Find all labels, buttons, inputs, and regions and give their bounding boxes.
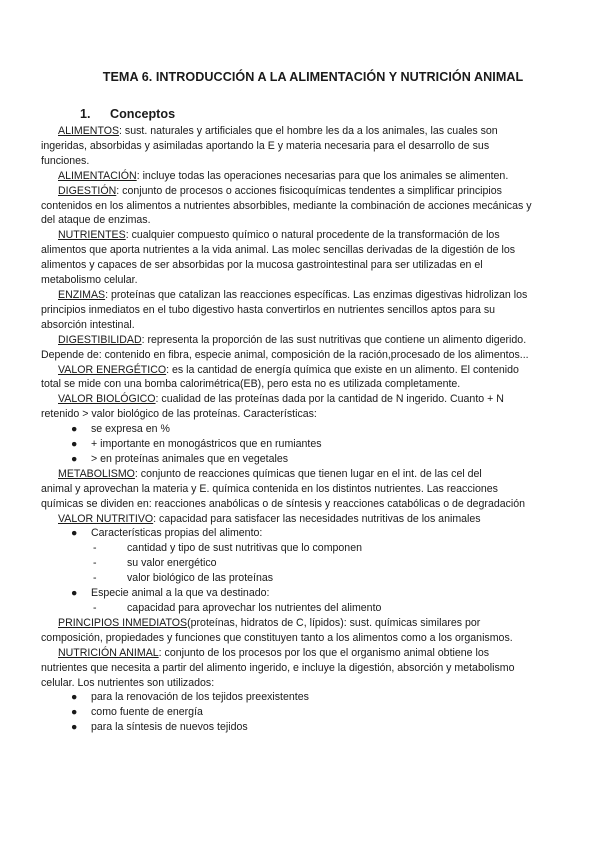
bullet-text: > en proteínas animales que en vegetales — [91, 452, 289, 465]
definition-term: NUTRIENTES — [58, 229, 126, 242]
definition-text: : conjunto de procesos o acciones fisicoquímicas tendentes a simplificar principios — [116, 184, 502, 197]
sub-item-text: valor biológico de las proteínas — [127, 572, 274, 585]
definition-first-line — [58, 512, 568, 527]
definition-continuation: retenido > valor biológico de las proteínas. Características: — [41, 408, 317, 421]
definition-continuation: contenidos en los alimentos a nutrientes absorbibles, mediante la combinación de acciones mecánicas y — [41, 199, 532, 212]
definition-alimentos — [41, 124, 568, 169]
bullet-item — [41, 422, 568, 437]
bullet-text: para la renovación de los tejidos preexistentes — [91, 691, 309, 704]
definition-first-line — [58, 392, 568, 407]
bullet-text: para la síntesis de nuevos tejidos — [91, 721, 248, 734]
definition-continuation: químicas se dividen en: reacciones anabólicas o de síntesis y reacciones catabólicas o de degradación — [41, 497, 526, 510]
definition-term: ALIMENTOS — [58, 125, 120, 137]
definition-nutrientes — [41, 228, 568, 288]
definition-term-tail: (proteínas, hidratos de C, lípidos) — [187, 616, 344, 629]
definition-continuation: del ataque de enzimas. — [41, 214, 151, 227]
definition-term: NUTRICIÓN ANIMAL — [58, 646, 159, 659]
document-body — [41, 124, 568, 735]
definition-continuation: nutrientes que necesita a partir del alimento ingerido, e incluye la digestión, absorción y metabolismo — [41, 661, 515, 674]
definition-term: VALOR NUTRITIVO — [58, 512, 154, 525]
definition-continuation: total se mide con una bomba calorimétrica(EB), pero esta no es utilizada completamente. — [41, 378, 461, 391]
definition-term: ENZIMAS — [58, 288, 106, 301]
definition-continuation: celular. Los nutrientes son utilizados: — [41, 676, 215, 689]
definition-principios-inmediatos — [41, 616, 568, 646]
sub-item — [41, 541, 568, 556]
definition-continuation: Depende de: contenido en fibra, especie animal, composición de la ración,procesado de los alimentos... — [41, 348, 529, 361]
definition-text: : cualidad de las proteínas dada por la cantidad de N ingerido. Cuanto + N — [155, 393, 504, 406]
bullet-item — [41, 720, 568, 735]
definition-continuation: composición, propiedades y funciones que constituyen tanto a los alimentos como a los organismos. — [41, 631, 513, 644]
bullet-text: Especie animal a la que va destinado: — [91, 587, 270, 600]
dash-marker: - — [93, 602, 97, 614]
bullet-text: se expresa en % — [91, 423, 170, 436]
bullet-dot-icon: ● — [71, 438, 78, 451]
definition-first-line — [58, 467, 568, 482]
definition-enzimas — [41, 288, 568, 333]
sub-item-text: su valor energético — [127, 557, 217, 570]
dash-marker: - — [93, 572, 97, 585]
definition-term: VALOR BIOLÓGICO — [58, 393, 156, 406]
definition-text: : proteínas que catalizan las reacciones específicas. Las enzimas digestivas hidrolizan los — [105, 288, 528, 301]
bullet-text: como fuente de energía — [91, 706, 203, 719]
bullet-item — [41, 452, 568, 467]
definition-first-line — [58, 363, 568, 378]
bullet-item — [41, 690, 568, 705]
sub-item — [41, 556, 568, 571]
definition-first-line — [58, 169, 568, 184]
definition-first-line — [58, 184, 568, 199]
definition-continuation: funciones. — [41, 154, 90, 167]
definition-alimentaci-n — [58, 169, 568, 184]
definition-text: : incluye todas las operaciones necesarias para que los animales se alimenten. — [136, 169, 509, 182]
definition-continuation: absorción intestinal. — [41, 318, 135, 331]
definition-first-line — [58, 616, 568, 631]
bullet-dot-icon: ● — [71, 587, 78, 600]
definition-continuation: alimentos que aporta nutrientes a la vida animal. Las molec sencillas derivadas de la digestión de los — [41, 244, 516, 257]
definition-text: : sust. naturales y artificiales que el hombre les da a los animales, las cuales son — [119, 125, 498, 137]
definition-term: ALIMENTACIÓN — [58, 169, 137, 182]
section-label: Conceptos — [110, 107, 176, 121]
bullet-item — [41, 437, 568, 452]
bullet-dot-icon: ● — [71, 691, 78, 704]
definition-term: DIGESTIBILIDAD — [58, 333, 142, 346]
bullet-dot-icon: ● — [71, 706, 78, 719]
definition-first-line — [58, 288, 568, 303]
definition-term: PRINCIPIOS INMEDIATOS — [58, 616, 188, 629]
valor-nutritivo-list — [41, 526, 568, 615]
bullet-text: Características propias del alimento: — [91, 527, 263, 540]
dash-marker: - — [93, 542, 97, 555]
bullet-dot-icon: ● — [71, 452, 78, 465]
page-title: TEMA 6. INTRODUCCIÓN A LA ALIMENTACIÓN Y NUTRICIÓN ANIMAL — [102, 70, 524, 84]
definition-text: : conjunto de los procesos por los que el organismo animal obtiene los — [158, 646, 490, 659]
definition-first-line — [58, 646, 568, 661]
bullet-item — [41, 526, 568, 541]
definition-term: METABOLISMO — [58, 467, 135, 480]
sub-item-text: capacidad para aprovechar los nutrientes del alimento — [127, 602, 382, 614]
definition-continuation: alimentos y capaces de ser absorbidas por la mucosa gastrointestinal para ser utilizadas en el — [41, 259, 483, 272]
definition-continuation: metabolismo celular. — [41, 274, 138, 287]
sub-item — [41, 571, 568, 586]
definition-term: DIGESTIÓN — [58, 184, 117, 197]
definition-first-line — [58, 333, 568, 348]
section-heading — [80, 107, 175, 122]
bullet-dot-icon: ● — [71, 423, 78, 436]
definition-continuation: principios inmediatos en el tubo digestivo hasta convertirlos en nutrientes sencillos aptos para su — [41, 303, 496, 316]
bullet-item — [41, 705, 568, 720]
sub-item — [41, 601, 568, 616]
definition-text: : sust. químicas similares por — [343, 616, 481, 629]
definition-text: : conjunto de reacciones químicas que tienen lugar en el int. de las cel del — [134, 467, 482, 480]
valor-biologico-list — [41, 422, 568, 467]
section-number: 1. — [80, 107, 91, 121]
definition-valor-nutritivo — [58, 512, 568, 527]
definition-text: : representa la proporción de las sust nutritivas que contiene un alimento digerido. — [141, 333, 527, 346]
definition-text: : capacidad para satisfacer las necesidades nutritivas de los animales — [153, 512, 481, 525]
definition-continuation: ingeridas, absorbidas y asimiladas aportando la E y materia necesaria para el desarrollo de sus — [41, 139, 490, 152]
dash-marker: - — [93, 557, 97, 570]
definition-first-line — [58, 124, 568, 139]
definition-valor-biol-gico — [41, 392, 568, 422]
definition-digestibilidad — [41, 333, 568, 363]
definition-continuation: animal y aprovechan la materia y E. química contenida en los distintos nutrientes. Las reacciones — [41, 482, 498, 495]
definition-metabolismo — [41, 467, 568, 512]
definition-first-line — [58, 228, 568, 243]
definition-text: : es la cantidad de energía química que existe en un alimento. El contenido — [166, 363, 519, 376]
nutricion-list — [41, 690, 568, 735]
bullet-text: + importante en monogástricos que en rumiantes — [91, 438, 322, 451]
bullet-item — [41, 586, 568, 601]
definition-term: VALOR ENERGÉTICO — [58, 363, 167, 376]
definition-digesti-n — [41, 184, 568, 229]
definition-nutricion-animal — [41, 646, 568, 691]
sub-item-text: cantidad y tipo de sust nutritivas que lo componen — [127, 542, 362, 555]
definition-text: : cualquier compuesto químico o natural procedente de la transformación de los — [125, 229, 500, 242]
definition-valor-energ-tico — [41, 363, 568, 393]
bullet-dot-icon: ● — [71, 721, 78, 734]
bullet-dot-icon: ● — [71, 527, 78, 540]
